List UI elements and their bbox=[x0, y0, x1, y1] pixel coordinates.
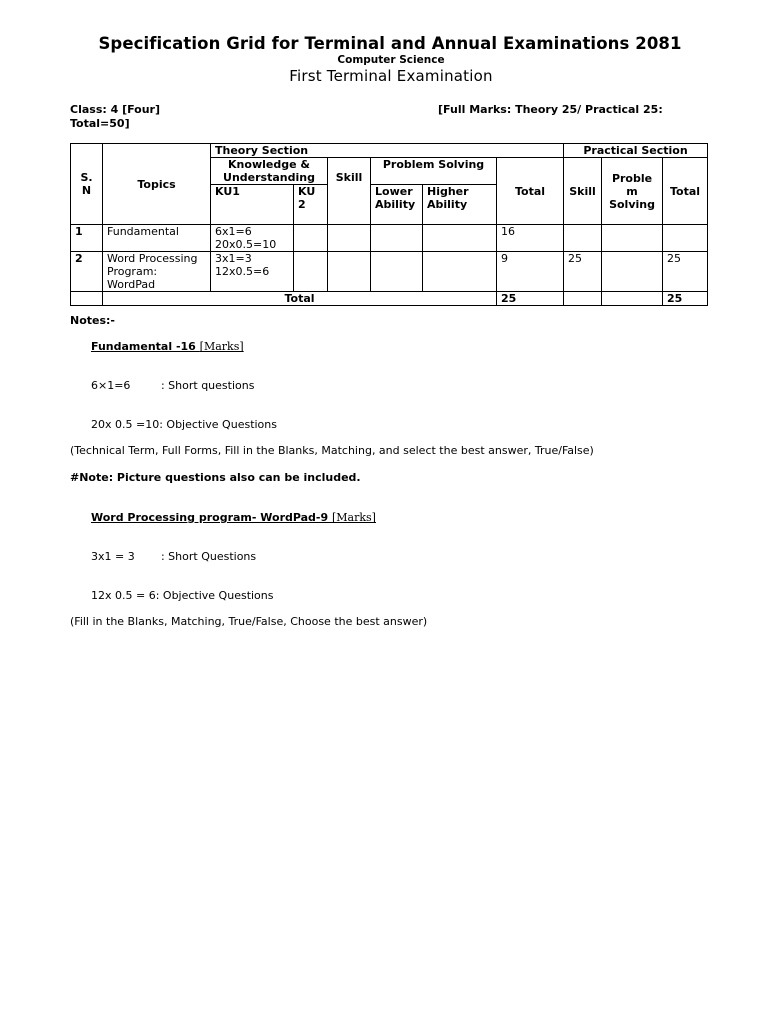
note-line bbox=[70, 576, 594, 615]
notes-section bbox=[70, 314, 594, 628]
row-skill bbox=[328, 225, 371, 252]
note-line-value: 20x 0.5 =10 bbox=[90, 418, 160, 431]
sn-header: S. N bbox=[71, 144, 103, 225]
lower-ability-header: Lower Ability bbox=[371, 185, 423, 225]
picture-note: #Note: Picture questions also can be included. bbox=[70, 471, 361, 484]
notes-heading: Notes:- bbox=[70, 314, 115, 327]
problem-solving-header: Problem Solving bbox=[371, 158, 497, 185]
row-ku1 bbox=[211, 225, 294, 252]
row-practical-total: 25 bbox=[663, 252, 708, 292]
ku1-header: KU1 bbox=[211, 185, 294, 225]
row-higher bbox=[423, 252, 497, 292]
row-ku1-line: 3x1=3 bbox=[215, 252, 252, 265]
row-lower bbox=[371, 225, 423, 252]
wordpad-title bbox=[70, 498, 594, 537]
row-sn: 1 bbox=[71, 225, 103, 252]
class-label: Class: 4 [Four] bbox=[70, 103, 161, 116]
note-line bbox=[70, 537, 594, 576]
practical-total-header: Total bbox=[663, 158, 708, 225]
row-ku2 bbox=[294, 252, 328, 292]
topics-header: Topics bbox=[103, 144, 211, 225]
row-practical-problem bbox=[602, 225, 663, 252]
row-practical-problem bbox=[602, 252, 663, 292]
note-line-desc: : Objective Questions bbox=[155, 589, 274, 602]
row-topic: Fundamental bbox=[103, 225, 211, 252]
row-ku1-line: 12x0.5=6 bbox=[215, 265, 270, 278]
note-line-value: 12x 0.5 = 6 bbox=[90, 589, 156, 602]
document-title: Specification Grid for Terminal and Annual Examinations 2081 bbox=[98, 34, 682, 53]
row-ku1-line: 6x1=6 bbox=[215, 225, 252, 238]
practical-problem-header: Proble m Solving bbox=[602, 158, 663, 225]
table-row bbox=[71, 252, 708, 292]
row-ku2 bbox=[294, 225, 328, 252]
practical-section-header: Practical Section bbox=[564, 144, 708, 158]
skill-header: Skill bbox=[328, 158, 371, 225]
note-line-value: 6×1=6 bbox=[90, 379, 131, 392]
row-higher bbox=[423, 225, 497, 252]
total-row-label: Total bbox=[103, 292, 497, 306]
note-line bbox=[70, 366, 594, 405]
practical-skill-header: Skill bbox=[564, 158, 602, 225]
row-lower bbox=[371, 252, 423, 292]
note-line-value: 3x1 = 3 bbox=[90, 550, 135, 563]
header-row-1 bbox=[71, 144, 708, 158]
higher-ability-header: Higher Ability bbox=[423, 185, 497, 225]
table-row bbox=[71, 225, 708, 252]
note-line-desc: : Short questions bbox=[160, 379, 255, 392]
row-practical-skill bbox=[564, 225, 602, 252]
row-practical-skill: 25 bbox=[564, 252, 602, 292]
note-line-desc: : Objective Questions bbox=[159, 418, 277, 431]
subject-label: Computer Science bbox=[337, 54, 445, 66]
total-row-empty bbox=[71, 292, 103, 306]
total-row-theory: 25 bbox=[497, 292, 564, 306]
theory-total-header: Total bbox=[497, 158, 564, 225]
row-total: 16 bbox=[497, 225, 564, 252]
exam-title: First Terminal Examination bbox=[289, 67, 493, 85]
total-row bbox=[71, 292, 708, 306]
row-sn: 2 bbox=[71, 252, 103, 292]
total-row-empty bbox=[602, 292, 663, 306]
fundamental-detail: (Technical Term, Full Forms, Fill in the Blanks, Matching, and select the best answer, True/False) bbox=[70, 444, 594, 457]
fundamental-title bbox=[70, 327, 594, 366]
total-marks-label: Total=50] bbox=[70, 117, 130, 130]
wordpad-title-text: Word Processing program- WordPad-9 bbox=[90, 511, 332, 524]
note-line bbox=[70, 405, 594, 444]
full-marks-label: [Full Marks: Theory 25/ Practical 25: bbox=[438, 103, 663, 116]
fundamental-marks: [Marks] bbox=[199, 340, 244, 353]
total-row-practical: 25 bbox=[663, 292, 708, 306]
specification-grid-table bbox=[70, 143, 708, 306]
wordpad-marks: [Marks] bbox=[331, 511, 376, 524]
knowledge-header: Knowledge & Understanding bbox=[211, 158, 328, 185]
row-ku1-line: 20x0.5=10 bbox=[215, 238, 277, 251]
row-total: 9 bbox=[497, 252, 564, 292]
row-practical-total bbox=[663, 225, 708, 252]
row-ku1 bbox=[211, 252, 294, 292]
wordpad-detail: (Fill in the Blanks, Matching, True/False, Choose the best answer) bbox=[70, 615, 428, 628]
row-topic: Word Processing Program: WordPad bbox=[103, 252, 211, 292]
note-line-desc: : Short Questions bbox=[160, 550, 257, 563]
fundamental-title-text: Fundamental -16 bbox=[90, 340, 200, 353]
total-row-empty bbox=[564, 292, 602, 306]
row-skill bbox=[328, 252, 371, 292]
ku2-header: KU 2 bbox=[294, 185, 328, 225]
theory-section-header: Theory Section bbox=[211, 144, 564, 158]
